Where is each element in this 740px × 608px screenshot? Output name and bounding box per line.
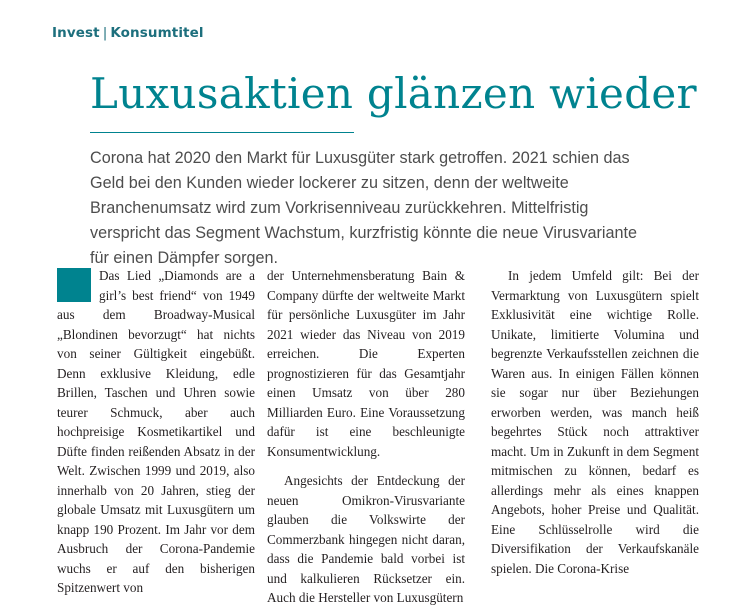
body-column-2-paragraph-2: Angesichts der Entdeckung der neuen Omikron-Virusvariante glauben die Volkswirte der Commerzbank hingegen nicht daran, dass die Pandemie bald vorbei ist und kalkulieren Rücksetzer ein. Auch die Hersteller von Luxusgütern	[267, 473, 465, 605]
article-body	[57, 266, 699, 605]
category-label: Konsumtitel	[110, 25, 204, 41]
body-column-2-paragraph-1: der Unternehmensberatung Bain & Company dürfte der weltweite Markt für persönliche Luxusgüter im Jahr 2021 wieder das Niveau von 2019 erreichen. Die Experten prognostizieren für das Gesamtjahr einen Umsatz von über 280 Milliarden Euro. Eine Voraussetzung dafür ist eine beschleunigte Konsumentwicklung.	[267, 268, 465, 459]
kicker-separator: |	[102, 25, 108, 41]
body-column-2	[267, 266, 465, 608]
body-column-3	[491, 266, 699, 578]
article-headline: Luxusaktien glänzen wieder	[90, 69, 697, 118]
body-column-1-text: Das Lied „Diamonds are a girl’s best friend“ von 1949 aus dem Broadway-Musical „Blondinen bevorzugt“ hat nichts von seiner Gültigkeit eingebüßt. Denn exklusive Kleidung, edle Brillen, Taschen und Uhren sowie teurer Schmuck, aber auch hochpreisige Kosmetikartikel und Düfte finden reißenden Absatz in der Welt. Zwischen 1999 und 2019, also innerhalb von 20 Jahren, stieg der globale Umsatz mit Luxusgütern um knapp 190 Prozent. Im Jahr vor dem Ausbruch der Corona-Pandemie wuchs er auf den bisherigen Spitzenwert von	[57, 268, 255, 595]
section-label: Invest	[52, 25, 100, 41]
headline-rule	[90, 132, 354, 133]
section-kicker	[52, 25, 204, 41]
body-column-1	[57, 266, 255, 598]
dropcap-block	[57, 268, 91, 302]
body-column-3-text: In jedem Umfeld gilt: Bei der Vermarktung von Luxusgütern spielt Exklusivität eine wichtige Rolle. Unikate, limitierte Volumina und begrenzte Verkaufsstellen zeichnen die Waren aus. In einigen Fällen können sie sogar nur über Beziehungen erworben werden, was manch heiß begehrtes Stück noch attraktiver macht. Um in Zukunft in dem Segment mitmischen zu können, bedarf es allerdings mehr als eines knappen Angebots, hoher Preise und Qualität. Eine Schlüsselrolle wird die Diversifikation der Verkaufskanäle spielen. Die Corona-Krise	[491, 268, 699, 576]
article-lead: Corona hat 2020 den Markt für Luxusgüter stark getroffen. 2021 schien das Geld bei den Kunden wieder lockerer zu sitzen, denn der weltweite Branchenumsatz wird zum Vorkrisenniveau zurückkehren. Mittelfristig verspricht das Segment Wachstum, kurzfristig könnte die neue Virusvariante für einen Dämpfer sorgen.	[90, 149, 638, 267]
